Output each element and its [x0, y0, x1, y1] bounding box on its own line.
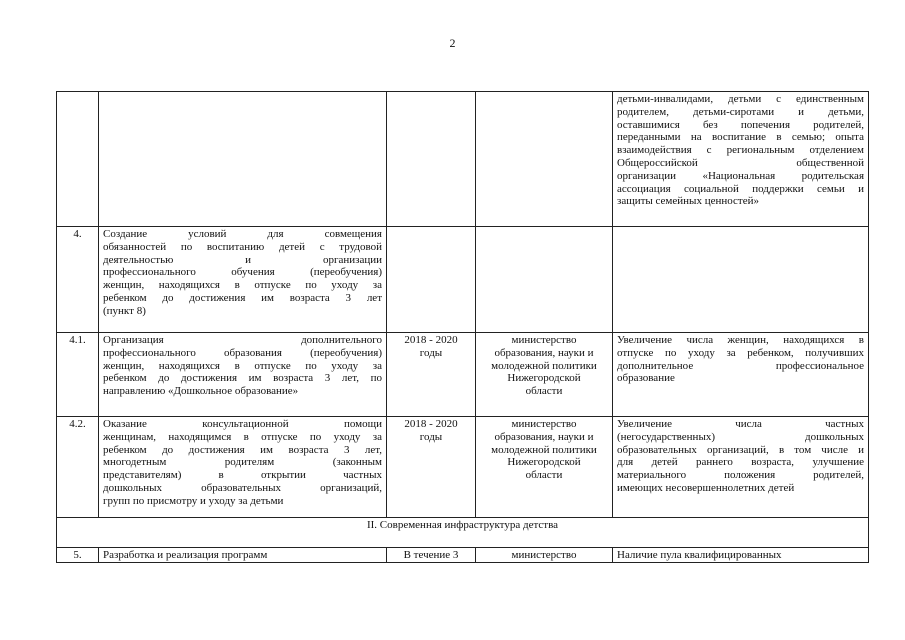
cell-line: переданными на воспитание в семью; опыта: [617, 131, 864, 144]
cell-line: организации «Национальная родительская: [617, 169, 864, 182]
cell-line: материального положения родителей,: [617, 469, 864, 482]
cell-term: [387, 333, 476, 417]
cell-result: [613, 548, 869, 563]
cell-line: ребенком до достижения им возраста 3 лет, по: [103, 372, 382, 385]
cell-line: отпуске по уходу за ребенком, получивших: [617, 346, 864, 359]
table-row: [57, 548, 869, 563]
cell-line: многодетным родителям (законным: [103, 456, 382, 469]
cell-measure: [99, 417, 387, 518]
section-title: II. Современная инфраструктура детства: [57, 518, 869, 548]
cell-line: имеющих несовершеннолетних детей: [617, 481, 795, 494]
cell-line: 2018 - 2020: [404, 418, 458, 430]
cell-result: [613, 92, 869, 227]
cell-line: министерство: [511, 549, 577, 561]
cell-line: министерство: [511, 334, 577, 346]
cell-term: [387, 548, 476, 563]
cell-line: образование: [617, 372, 675, 385]
cell-line: женщинам, находящимся в отпуске по уходу за: [103, 430, 382, 443]
cell-line: Организация дополнительного: [103, 334, 382, 346]
table-row: [57, 518, 869, 548]
cell-responsible: [476, 227, 613, 333]
cell-term: [387, 92, 476, 227]
cell-line: Нижегородской: [507, 372, 581, 385]
cell-line: Наличие пула квалифицированных: [617, 549, 782, 561]
cell-measure: [99, 227, 387, 333]
cell-term: [387, 417, 476, 518]
cell-line: направлению «Дошкольное образование»: [103, 385, 299, 398]
cell-line: дополнительное профессиональное: [617, 359, 864, 372]
cell-line: Увеличение числа частных: [617, 418, 864, 430]
cell-line: Оказание консультационной помощи: [103, 418, 382, 430]
cell-line: родителем, детьми-сиротами и детьми,: [617, 105, 864, 118]
cell-line: молодежной политики: [491, 359, 597, 372]
cell-term: [387, 227, 476, 333]
cell-line: годы: [419, 430, 443, 443]
cell-line: защиты семейных ценностей»: [617, 195, 759, 208]
cell-responsible: [476, 333, 613, 417]
cell-line: обязанностей по воспитанию детей с трудовой: [103, 240, 382, 253]
cell-number: 4.1.: [57, 333, 99, 417]
cell-line: молодежной политики: [491, 443, 597, 456]
cell-line: дошкольных образовательных организаций,: [103, 481, 382, 494]
cell-responsible: [476, 92, 613, 227]
cell-line: Нижегородской: [507, 456, 581, 469]
measures-table: [56, 91, 869, 563]
cell-line: ассоциация социальной поддержки семьи и: [617, 182, 864, 195]
cell-line: области: [525, 385, 563, 398]
cell-line: образования, науки и: [494, 430, 594, 443]
cell-result: [613, 227, 869, 333]
table-row: [57, 333, 869, 417]
cell-responsible: [476, 548, 613, 563]
cell-line: для детей раннего возраста, улучшение: [617, 456, 864, 469]
cell-line: В течение 3: [403, 549, 459, 561]
cell-line: (пункт 8): [103, 304, 146, 317]
cell-line: представителям) в открытии частных: [103, 469, 382, 482]
cell-result: [613, 417, 869, 518]
cell-line: профессионального образования (переобучения): [103, 346, 382, 359]
table-row: [57, 227, 869, 333]
cell-line: женщин, находящихся в отпуске по уходу за: [103, 279, 382, 292]
cell-line: Разработка и реализация программ: [103, 549, 268, 561]
cell-line: образования, науки и: [494, 346, 594, 359]
cell-line: области: [525, 469, 563, 482]
cell-measure: [99, 548, 387, 563]
cell-line: деятельностью и организации: [103, 253, 382, 266]
cell-line: ребенком до достижения им возраста 3 лет,: [103, 443, 382, 456]
cell-line: женщин, находящихся в отпуске по уходу за: [103, 359, 382, 372]
cell-line: Увеличение числа женщин, находящихся в: [617, 334, 864, 346]
cell-line: Создание условий для совмещения: [103, 228, 382, 240]
cell-line: образовательных организаций, в том числе и: [617, 443, 864, 456]
page-number: 2: [449, 36, 456, 50]
cell-line: 2018 - 2020: [404, 334, 458, 346]
cell-line: Общероссийской общественной: [617, 156, 864, 169]
cell-result: [613, 333, 869, 417]
cell-line: (негосударственных) дошкольных: [617, 430, 864, 443]
cell-responsible: [476, 417, 613, 518]
cell-measure: [99, 92, 387, 227]
cell-line: групп по присмотру и уходу за детьми: [103, 494, 284, 507]
cell-line: взаимодействия с региональным отделением: [617, 144, 864, 157]
cell-line: детьми-инвалидами, детьми с единственным: [617, 93, 864, 105]
cell-measure: [99, 333, 387, 417]
cell-line: министерство: [511, 418, 577, 430]
cell-number: 4.: [57, 227, 99, 333]
cell-line: оставшимися без попечения родителей,: [617, 118, 864, 131]
cell-number: 5.: [57, 548, 99, 563]
table-row: [57, 92, 869, 227]
cell-line: годы: [419, 346, 443, 359]
cell-number: 4.2.: [57, 417, 99, 518]
cell-line: профессионального обучения (переобучения): [103, 266, 382, 279]
cell-number: [57, 92, 99, 227]
table-row: [57, 417, 869, 518]
cell-line: ребенком до достижения им возраста 3 лет: [103, 291, 382, 304]
